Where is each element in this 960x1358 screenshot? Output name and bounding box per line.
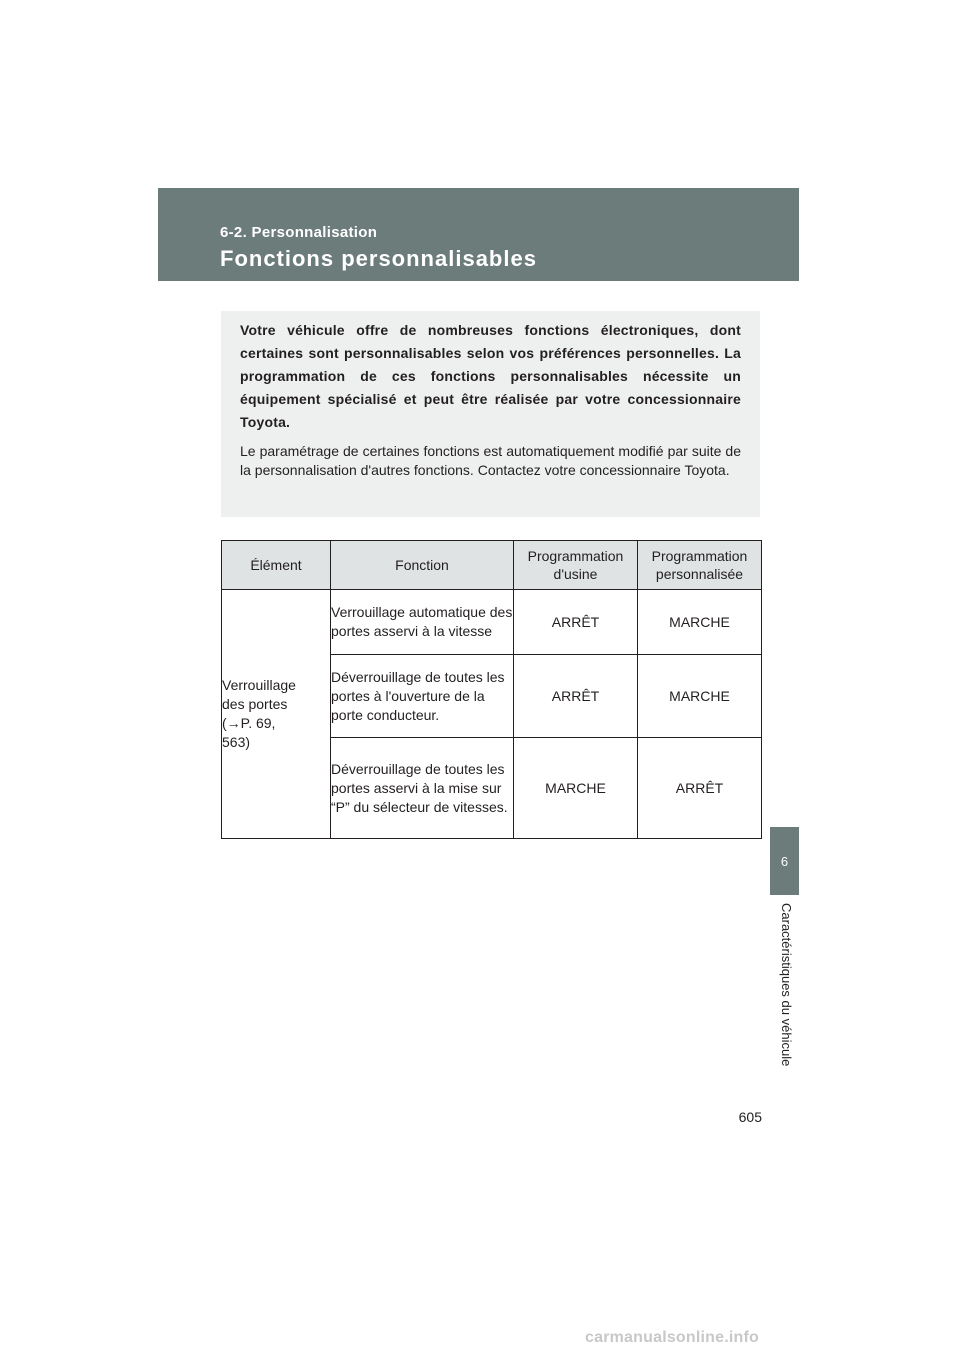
page-title: Fonctions personnalisables bbox=[220, 246, 537, 271]
function-cell: Déverrouillage de toutes les portes à l'ouverture de la porte conducteur. bbox=[331, 655, 514, 738]
arrow-icon: → bbox=[226, 715, 241, 731]
factory-setting-cell: MARCHE bbox=[514, 738, 638, 839]
header-factory-setting: Programmation d'usine bbox=[514, 541, 638, 590]
intro-bold-paragraph: Votre véhicule offre de nombreuses fonctions électroniques, dont certaines sont personnalisables selon vos préférences personnelles. La programmation de ces fonctions personnalisables nécessite un équipement spécialisé et peut être réalisée par votre concessionnaire Toyota. bbox=[240, 322, 741, 430]
section-label: 6-2. Personnalisation bbox=[220, 224, 378, 241]
factory-setting-cell: ARRÊT bbox=[514, 590, 638, 655]
header-function: Fonction bbox=[331, 541, 514, 590]
element-line: Verrouillage bbox=[222, 677, 296, 693]
custom-features-table bbox=[221, 540, 762, 839]
custom-setting-cell: MARCHE bbox=[638, 590, 762, 655]
table-row bbox=[222, 590, 762, 655]
page-reference-text: P. 69, bbox=[240, 715, 276, 731]
page-number: 605 bbox=[738, 1109, 762, 1125]
intro-box bbox=[221, 311, 760, 517]
table-header-row bbox=[222, 541, 762, 590]
function-cell: Déverrouillage de toutes les portes asservi à la mise sur “P” du sélecteur de vitesses. bbox=[331, 738, 514, 839]
factory-setting-cell: ARRÊT bbox=[514, 655, 638, 738]
custom-setting-cell: MARCHE bbox=[638, 655, 762, 738]
element-cell bbox=[222, 590, 331, 839]
element-line: 563) bbox=[222, 734, 251, 750]
chapter-side-title: Caractéristiques du véhicule bbox=[779, 903, 794, 1067]
function-cell: Verrouillage automatique des portes asservi à la vitesse bbox=[331, 590, 514, 655]
chapter-tab: 6 bbox=[770, 827, 799, 895]
watermark: carmanualsonline.info bbox=[585, 1329, 760, 1346]
page-reference: (→P. 69, bbox=[222, 715, 276, 731]
chapter-header bbox=[158, 188, 799, 281]
element-line: des portes bbox=[222, 696, 288, 712]
intro-note-paragraph: Le paramétrage de certaines fonctions est automatiquement modifié par suite de la personnalisation d'autres fonctions. Contactez votre concessionnaire Toyota. bbox=[240, 443, 741, 478]
header-custom-setting: Programmation personnalisée bbox=[638, 541, 762, 590]
custom-setting-cell: ARRÊT bbox=[638, 738, 762, 839]
header-element: Élément bbox=[222, 541, 331, 590]
